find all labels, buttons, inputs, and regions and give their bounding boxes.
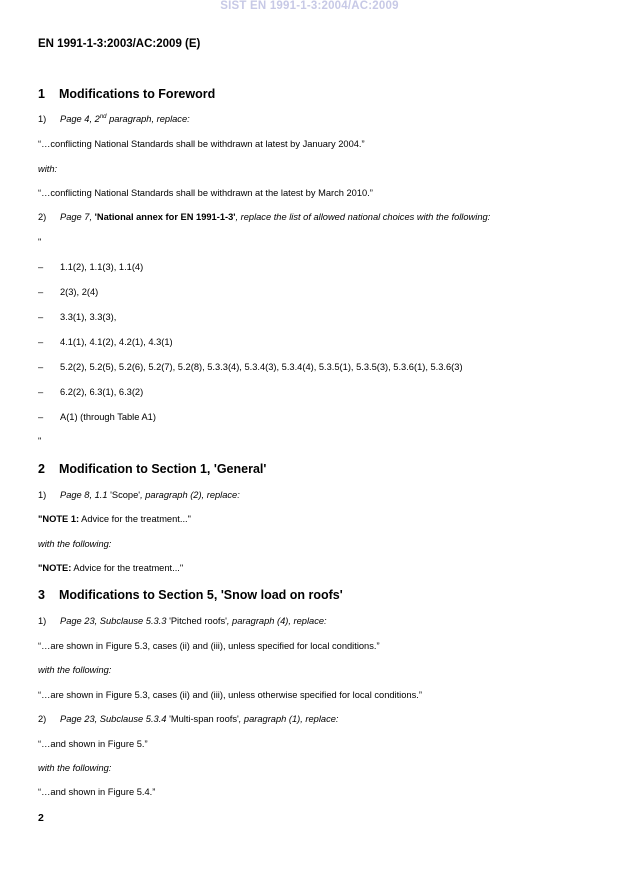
list-item-text: 4.1(1), 4.1(2), 4.2(1), 4.3(1) [60,337,173,347]
section-2-title: Modification to Section 1, 'General' [59,462,267,476]
list-dash: – [38,362,44,372]
list-dash: – [38,412,44,422]
s1-item2-ref-a: Page 7, [60,212,95,222]
list-item-text: 3.3(1), 3.3(3), [60,312,117,322]
list-item-text: A(1) (through Table A1) [60,412,156,422]
s3-item2-old-text: “…and shown in Figure 5.” [38,739,148,749]
page-number: 2 [38,812,44,824]
list-item [38,362,463,372]
list-item [38,412,156,422]
s2-item1-ref-c: , paragraph (2), replace: [140,490,240,500]
s1-item2-ref-c: , replace the list of allowed national choices with the following: [235,212,491,222]
s1-list-open-quote: " [38,237,42,247]
s1-item2-ref-b: 'National annex for EN 1991-1-3' [94,212,236,222]
list-item-text: 1.1(2), 1.1(3), 1.1(4) [60,262,144,272]
section-2-heading [38,462,266,476]
document-id: EN 1991-1-3:2003/AC:2009 (E) [38,38,201,50]
s3-item1-old-text: “…are shown in Figure 5.3, cases (ii) and (iii), unless specified for local conditions.” [38,641,380,651]
list-item [38,337,173,347]
s1-item1-new-text: “…conflicting National Standards shall be withdrawn at the latest by March 2010.” [38,188,373,198]
s2-item1-new-text [38,563,183,573]
list-item [38,312,116,322]
s1-item1-with-label: with: [38,164,58,174]
watermark: SIST EN 1991-1-3:2004/AC:2009 [220,0,399,12]
s1-item1-ref [38,114,190,124]
s1-item1-ref-sup: nd [99,114,107,120]
list-item-text: 2(3), 2(4) [60,287,99,297]
list-dash: – [38,312,44,322]
s3-item2-new-text: “…and shown in Figure 5.4.” [38,787,156,797]
s3-item1-ref-c: , paragraph (4), replace: [226,616,327,626]
section-2-number: 2 [38,462,45,476]
s3-item2-ref-c: , paragraph (1), replace: [238,714,339,724]
s3-item1-new-text: “…are shown in Figure 5.3, cases (ii) and (iii), unless otherwise specified for local conditions.” [38,690,422,700]
list-item [38,387,143,397]
s2-new-note-text: Advice for the treatment..." [71,563,184,573]
s2-item1-old-text [38,514,191,524]
s3-item2-ref-a: Page 23, Subclause 5.3.4 [60,714,170,724]
section-1-title: Modifications to Foreword [59,87,216,101]
s1-item1-ref-b: paragraph, replace: [106,114,190,124]
s2-item1-ref [38,490,240,500]
s3-item2-with-label: with the following: [38,763,112,773]
s3-item1-ref [38,616,327,626]
list-dash: – [38,337,44,347]
s2-item1-number: 1) [38,490,47,500]
s2-item1-ref-b: 'Scope' [110,490,141,500]
s2-old-note-text: Advice for the treatment..." [79,514,191,524]
list-item [38,287,98,297]
list-item-text: 6.2(2), 6.3(1), 6.3(2) [60,387,144,397]
s1-item1-number: 1) [38,114,47,124]
s1-item2-ref [38,212,490,222]
s1-item1-old-text: “…conflicting National Standards shall be withdrawn at latest by January 2004.” [38,139,365,149]
s3-item1-with-label: with the following: [38,665,112,675]
s3-item1-ref-a: Page 23, Subclause 5.3.3 [60,616,170,626]
section-3-title: Modifications to Section 5, 'Snow load on roofs' [59,588,343,602]
section-1-heading [38,87,215,101]
list-dash: – [38,287,44,297]
list-item [38,262,143,272]
s2-new-note-label: "NOTE: [38,563,72,573]
s2-item1-ref-a: Page 8, 1.1 [60,490,111,500]
section-1-number: 1 [38,87,45,101]
s3-item2-number: 2) [38,714,47,724]
s1-list-close-quote: " [38,436,42,446]
s2-item1-with-label: with the following: [38,539,112,549]
s1-item2-number: 2) [38,212,47,222]
s3-item2-ref-b: 'Multi-span roofs' [169,714,239,724]
s3-item2-ref [38,714,339,724]
section-3-heading [38,588,343,602]
list-dash: – [38,387,44,397]
s2-old-note-label: "NOTE 1: [38,514,80,524]
list-dash: – [38,262,44,272]
s3-item1-number: 1) [38,616,47,626]
s3-item1-ref-b: 'Pitched roofs' [169,616,227,626]
s1-item1-ref-a: Page 4, 2 [60,114,100,124]
section-3-number: 3 [38,588,45,602]
list-item-text: 5.2(2), 5.2(5), 5.2(6), 5.2(7), 5.2(8), 5.3.3(4), 5.3.4(3), 5.3.4(4), 5.3.5(1), 5.3.5(3), 5.3.6(1), 5.3.6(3) [60,362,463,372]
